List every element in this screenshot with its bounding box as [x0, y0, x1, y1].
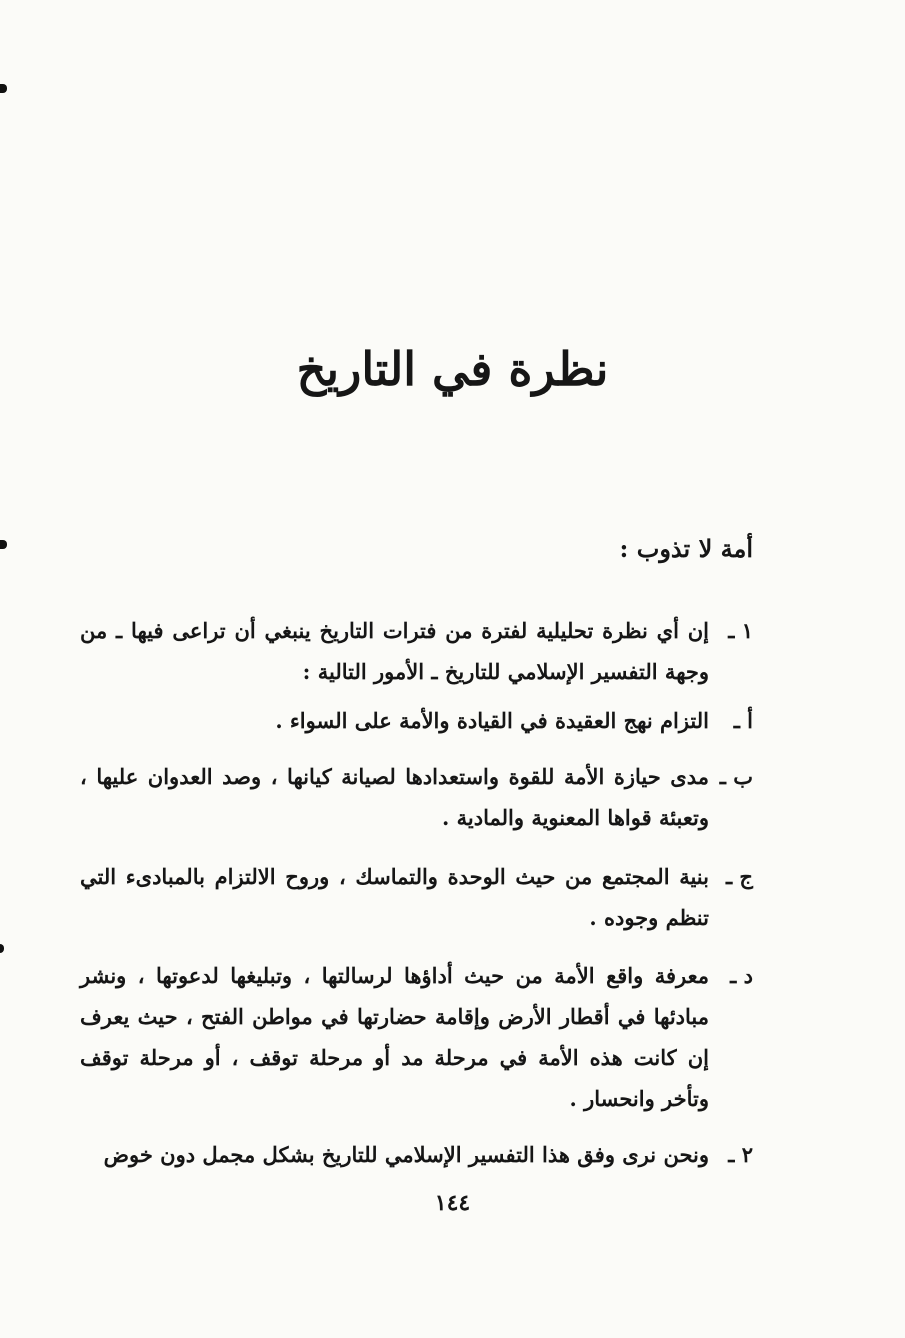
list-item — [80, 955, 753, 1119]
section-heading: أمة لا تذوب : — [619, 534, 753, 563]
list-item — [80, 700, 753, 741]
list-item-text: معرفة واقع الأمة من حيث أداؤها لرسالتها ، وتبليغها لدعوتها ، ونشر مبادئها في أقطار الأرض وإقامة حضارتها في مواطن الفتح ، حيث يعرف إن كانت هذه الأمة في مرحلة مد أو مرحلة توقف ، أو مرحلة توقف وتأخر وانحسار . — [80, 963, 709, 1111]
paragraph-text: ونحن نرى وفق هذا التفسير الإسلامي للتاريخ بشكل مجمل دون خوض — [103, 1142, 709, 1167]
list-item-text: مدى حيازة الأمة للقوة واستعدادها لصيانة كيانها ، وصد العدوان عليها ، وتعبئة قواها المعنوية والمادية . — [80, 764, 709, 830]
list-item-text: بنية المجتمع من حيث الوحدة والتماسك ، وروح الالتزام بالمبادىء التي تنظم وجوده . — [80, 864, 709, 930]
list-item — [80, 856, 753, 938]
scan-edge-mark — [0, 84, 7, 93]
scan-edge-mark — [0, 944, 4, 953]
paragraph-number: ٢ ـ — [728, 1142, 753, 1167]
list-item-marker: أ ـ — [733, 708, 753, 733]
list-item — [80, 756, 753, 838]
intro-paragraph — [80, 610, 753, 692]
page-title: نظرة في التاريخ — [296, 342, 609, 396]
list-item-marker: ب ـ — [719, 764, 753, 789]
list-item-marker: د ـ — [730, 963, 753, 988]
paragraph-number: ١ ـ — [728, 618, 753, 643]
paragraph-text: إن أي نظرة تحليلية لفترة من فترات التاريخ ينبغي أن تراعى فيها ـ من وجهة التفسير الإسلامي للتاريخ ـ الأمور التالية : — [80, 618, 709, 684]
list-item-text: التزام نهج العقيدة في القيادة والأمة على السواء . — [275, 708, 709, 733]
page-number: ١٤٤ — [434, 1190, 471, 1216]
list-item-marker: ج ـ — [725, 864, 753, 889]
scan-edge-mark — [0, 540, 7, 549]
closing-paragraph — [80, 1134, 753, 1175]
